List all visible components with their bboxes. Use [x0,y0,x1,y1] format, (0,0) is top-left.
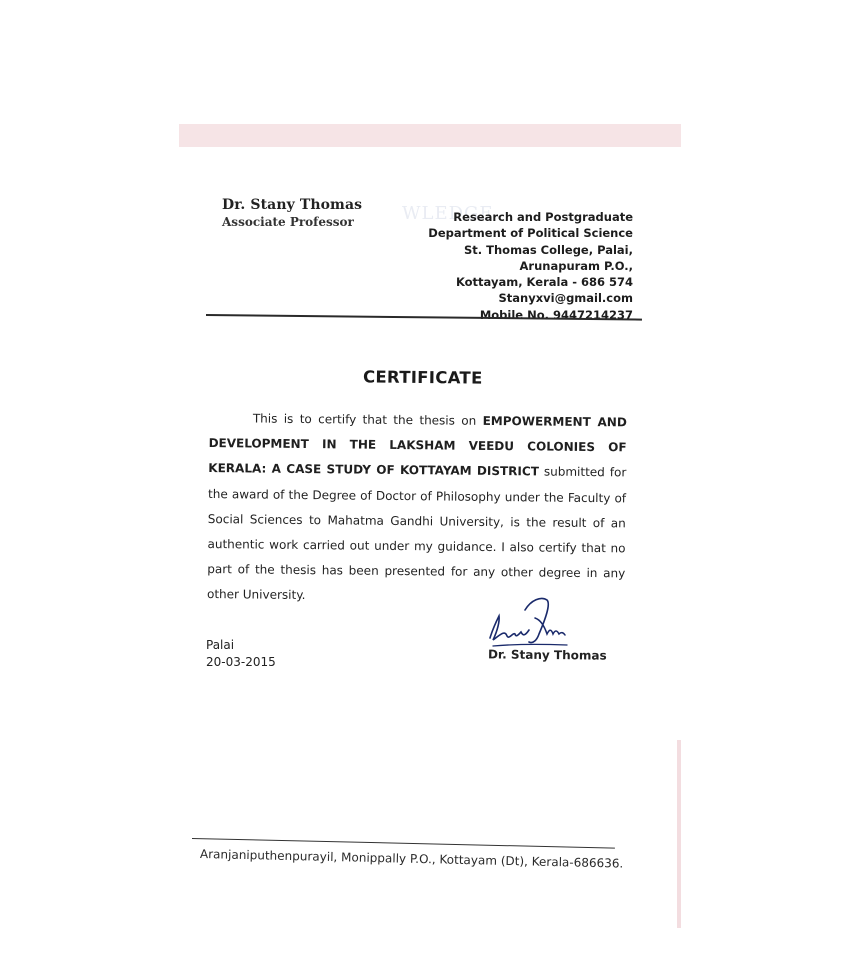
certificate-body [207,406,627,612]
footer-divider [192,838,615,849]
place: Palai [206,638,235,652]
handwritten-signature [485,590,575,650]
address-line: Arunapuram P.O., [519,258,633,273]
signatory-name: Dr. Stany Thomas [487,647,607,663]
bleed-through-text: WLEDGE [402,203,494,224]
thesis-title: EMPOWERMENT AND DEVELOPMENT IN THE LAKSHAM VEEDU COLONIES OF KERALA: A CASE STUDY OF KOTTAYAM DISTRICT [208,413,627,479]
scan-right-edge [677,740,681,928]
sender-title: Associate Professor [222,215,354,229]
scan-top-band [179,124,681,147]
place-date-block [206,637,276,671]
date: 20-03-2015 [206,655,276,669]
footer-address: Aranjaniputhenpurayil, Monippally P.O., Kottayam (Dt), Kerala-686636. [199,847,624,871]
address-line: Kottayam, Kerala - 686 574 [455,275,633,290]
sender-name: Dr. Stany Thomas [222,197,363,213]
letterhead-sender [222,197,362,229]
email-line: Stanyxvi@gmail.com [498,291,633,306]
address-line: Research and Postgraduate [453,210,633,224]
certificate-heading: CERTIFICATE [362,367,483,388]
address-line: St. Thomas College, Palai, [464,242,633,257]
phone-line: Mobile No. 9447214237 [479,307,633,322]
address-line: Department of Political Science [428,226,633,241]
letterhead-address [428,209,633,323]
body-intro: This is to certify that the thesis on [252,411,483,428]
body-rest: submitted for the award of the Degree of Doctor of Philosophy under the Faculty of Social Sciences to Mahatma Gandhi University, is the result of an authentic work carried out under my guidance. I also certify that no part of the thesis has been presented for any other degree in any other University. [206,464,627,603]
